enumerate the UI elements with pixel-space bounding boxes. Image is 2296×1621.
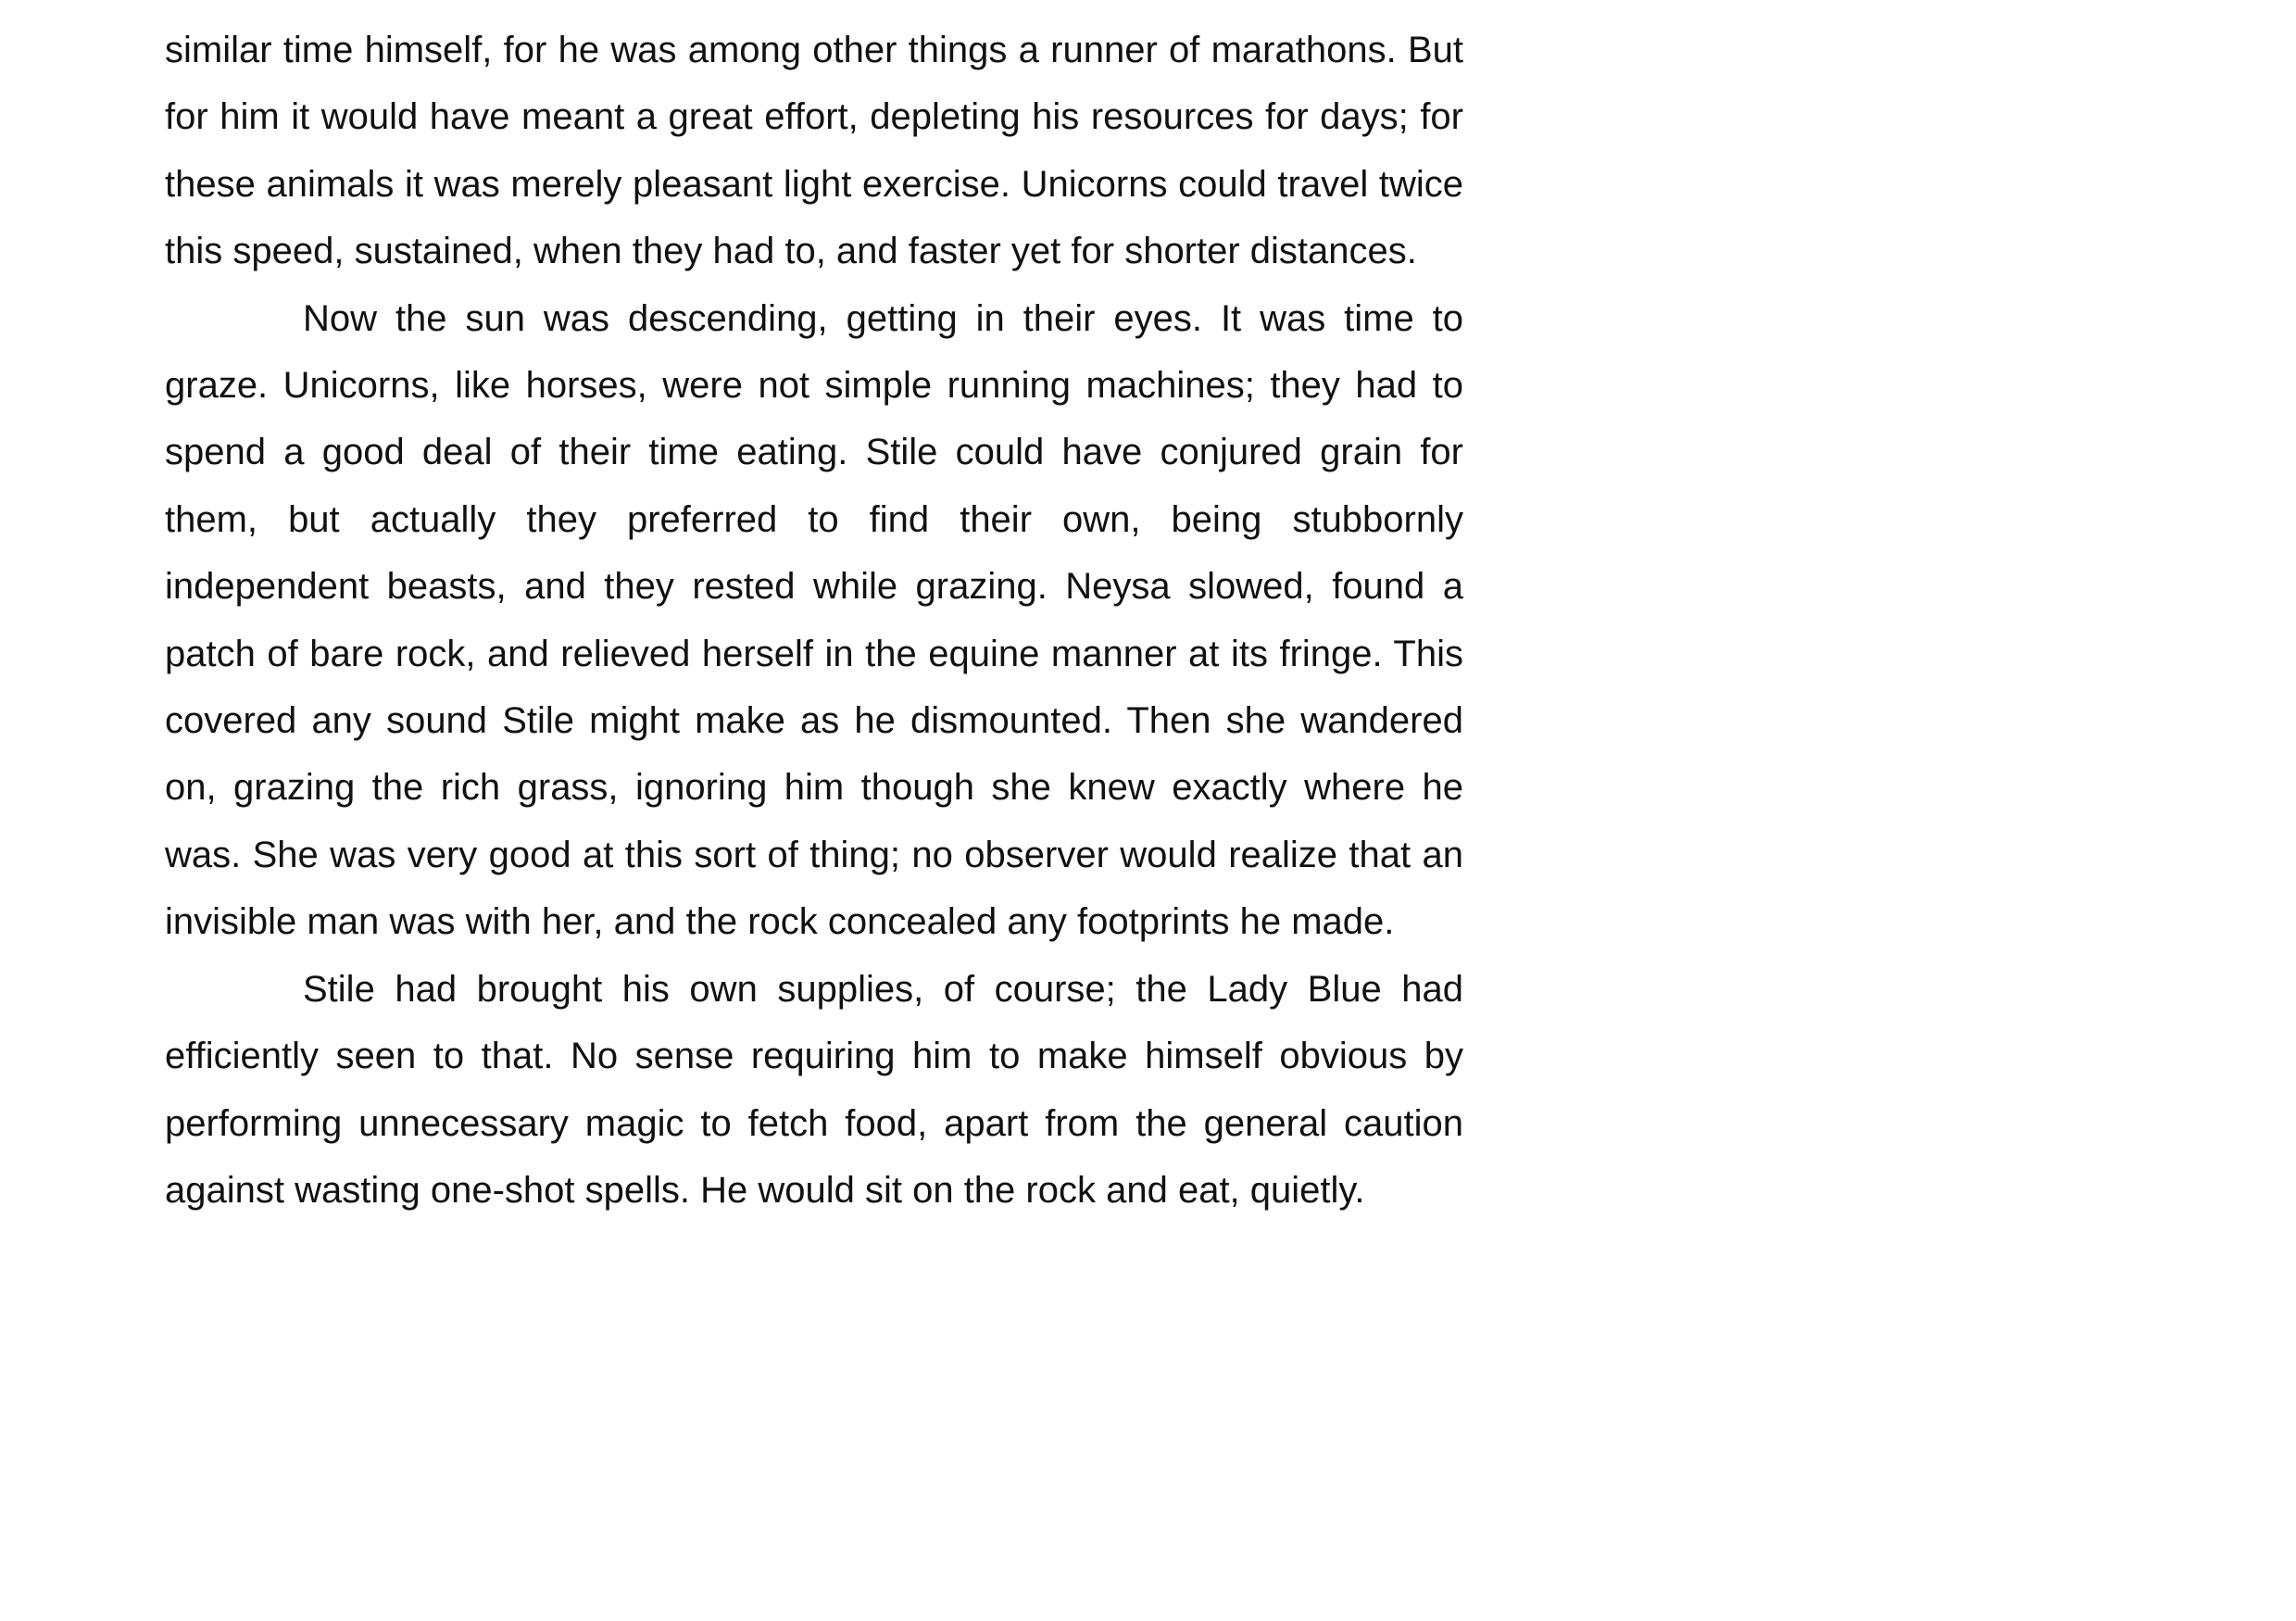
body-text: [165, 17, 1463, 1224]
paragraph-3: Stile had brought his own supplies, of course; the Lady Blue had efficiently seen to that. No sense requiring him to make himself obvious by performing unnecessary magic to fetch food, apart from the general caution against wasting one-shot spells. He would sit on the rock and eat, quietly.: [165, 968, 1463, 1211]
paragraph-2: Now the sun was descending, getting in their eyes. It was time to graze. Unicorns, like horses, were not simple running machines; they had to spend a good deal of their time eating. Stile could have conjured grain for them, but actually they preferred to find their own, being stubbornly independent beasts, and they rested while grazing. Neysa slowed, found a patch of bare rock, and relieved herself in the equine manner at its fringe. This covered any sound Stile might make as he dismounted. Then she wandered on, grazing the rich grass, ignoring him though she knew exactly where he was. She was very good at this sort of thing; no observer would realize that an invisible man was with her, and the rock concealed any footprints he made.: [165, 297, 1463, 943]
paragraph-1: similar time himself, for he was among other things a runner of marathons. But for him it would have meant a great effort, depleting his resources for days; for these animals it was merely pleasant light exercise. Unicorns could travel twice this speed, sustained, when they had to, and faster yet for shorter distances.: [165, 30, 1463, 272]
